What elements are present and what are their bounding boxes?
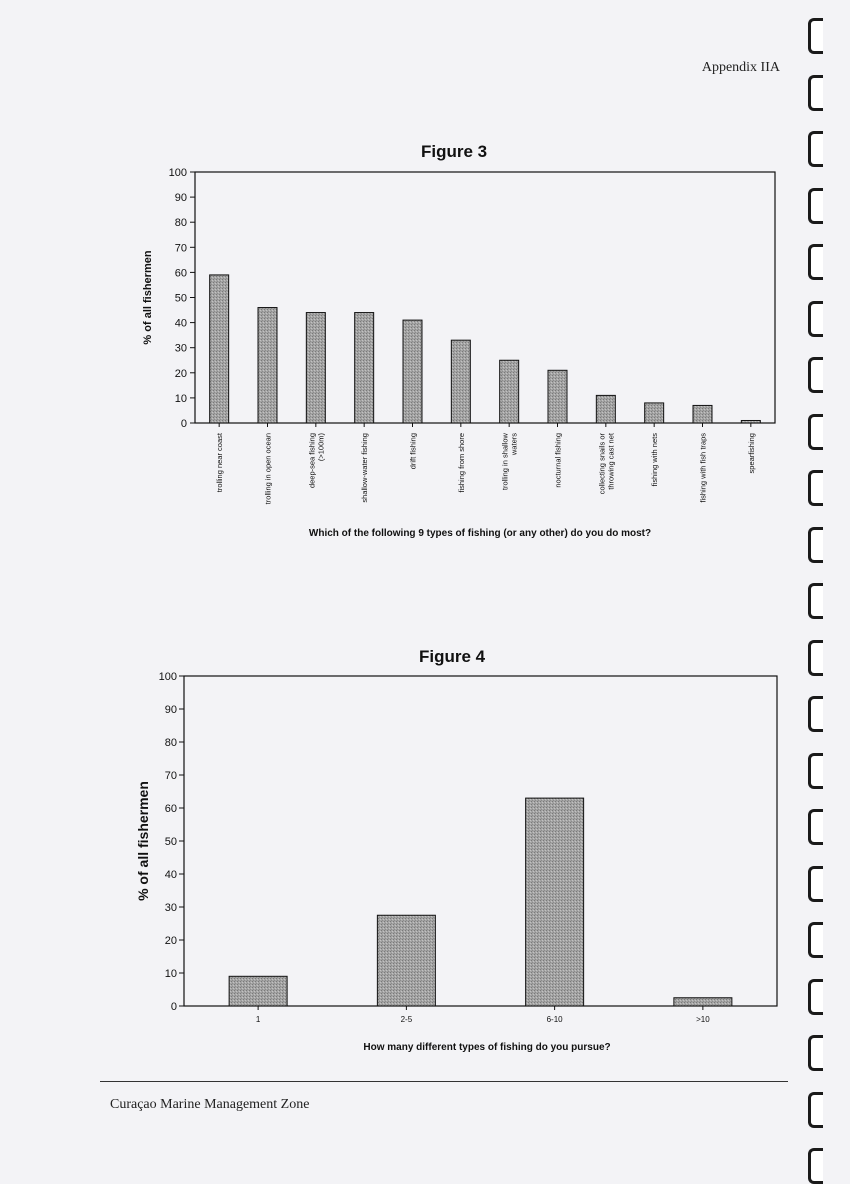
x-tick-label: >10 [696, 1015, 710, 1024]
y-tick-label: 70 [174, 242, 187, 255]
y-tick-label: 100 [168, 167, 187, 179]
binding-ring [808, 470, 823, 506]
x-tick-label: throwing cast net [606, 433, 616, 490]
binding-ring [808, 696, 823, 732]
x-tick-label: shallow-water fishing [360, 433, 370, 503]
y-tick-label: 20 [164, 935, 177, 947]
x-axis-label: Which of the following 9 types of fishing (or any other) do you do most? [308, 528, 652, 539]
x-axis-label: How many different types of fishing do you pursue? [363, 1042, 611, 1053]
plot-frame [184, 676, 777, 1006]
y-tick-label: 90 [164, 704, 177, 716]
x-tick-label: deep-sea fishing [307, 433, 317, 489]
binding-ring [808, 866, 823, 902]
binding-ring [808, 527, 823, 563]
y-tick-label: 30 [164, 902, 177, 914]
appendix-header: Appendix IIA [701, 60, 780, 75]
bar [377, 915, 435, 1006]
y-tick-label: 0 [170, 1001, 177, 1013]
binding-ring [808, 1092, 823, 1128]
x-tick-label: nocturnal fishing [553, 433, 563, 488]
binding-ring [808, 131, 823, 167]
binding-ring [808, 414, 823, 450]
y-tick-label: 50 [164, 836, 177, 848]
y-tick-label: 60 [164, 803, 177, 815]
x-tick-label: trolling near coast [215, 433, 225, 493]
x-tick-label: fishing from shore [456, 433, 466, 493]
x-tick-label: 1 [255, 1015, 261, 1024]
binding-ring [808, 583, 823, 619]
y-axis-label: % of all fishermen [142, 250, 154, 345]
y-tick-label: 60 [174, 267, 187, 280]
x-tick-label: (>100m) [316, 433, 326, 462]
y-tick-label: 80 [164, 737, 177, 749]
binding-ring [808, 357, 823, 393]
y-tick-label: 30 [174, 342, 187, 355]
x-tick-label: collecting snails or [597, 433, 607, 495]
binding-ring [808, 979, 823, 1015]
y-tick-label: 100 [158, 671, 177, 683]
bar [229, 976, 287, 1006]
x-tick-label: fishing with nets [650, 433, 660, 487]
binding-ring [808, 301, 823, 337]
footer-divider [100, 1081, 788, 1082]
x-tick-label: trolling in open ocean [263, 433, 273, 505]
x-tick-label: trolling in shallow [500, 432, 510, 491]
x-tick-label: 6-10 [546, 1015, 563, 1024]
binding-ring [808, 188, 823, 224]
y-tick-label: 70 [164, 770, 177, 782]
spiral-binding [808, 0, 828, 1184]
binding-ring [808, 244, 823, 280]
y-tick-label: 20 [174, 367, 187, 380]
y-tick-label: 40 [164, 869, 177, 881]
bar [526, 798, 584, 1006]
y-tick-label: 80 [174, 217, 187, 230]
x-tick-label: spearfishing [746, 433, 756, 474]
binding-ring [808, 18, 823, 54]
y-tick-label: 50 [174, 292, 187, 305]
y-tick-label: 40 [174, 317, 187, 330]
y-tick-label: 10 [174, 392, 187, 405]
bar [674, 998, 732, 1006]
x-tick-label: drift fishing [408, 433, 418, 470]
x-tick-label: 2-5 [400, 1015, 413, 1024]
binding-ring [808, 640, 823, 676]
y-axis-label: % of all fishermen [135, 781, 151, 901]
y-tick-label: 10 [164, 968, 177, 980]
x-tick-label: waters [509, 433, 519, 456]
binding-ring [808, 809, 823, 845]
binding-ring [808, 922, 823, 958]
y-tick-label: 90 [174, 192, 187, 205]
binding-ring [808, 753, 823, 789]
footer-text: Curaçao Marine Management Zone [110, 1097, 310, 1112]
x-tick-label: fishing with fish traps [698, 433, 708, 503]
binding-ring [808, 75, 823, 111]
binding-ring [808, 1148, 823, 1184]
chart-title: Figure 3 [421, 142, 488, 161]
y-tick-label: 0 [180, 418, 187, 430]
binding-ring [808, 1035, 823, 1071]
chart-title: Figure 4 [419, 647, 486, 666]
